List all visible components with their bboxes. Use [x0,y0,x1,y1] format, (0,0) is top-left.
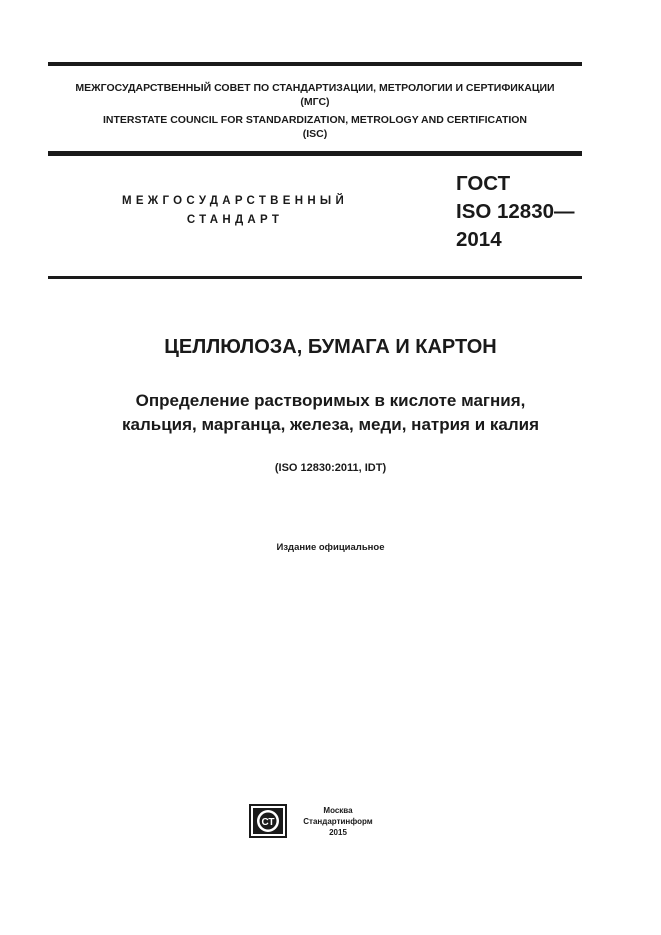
logo-text: СТ [261,817,275,828]
publisher-name: Стандартинформ [303,817,373,826]
council-en-line1: INTERSTATE COUNCIL FOR STANDARDIZATION, METROLOGY AND CERTIFICATION [102,114,528,126]
gost-designation [456,170,575,254]
standard-type-line2: СТАНДАРТ [186,214,284,226]
council-ru-line1: МЕЖГОСУДАРСТВЕННЫЙ СОВЕТ ПО СТАНДАРТИЗАЦИИ, МЕТРОЛОГИИ И СЕРТИФИКАЦИИ [75,82,555,94]
designation-bottom-rule [48,276,582,279]
gost-designation-line2: ISO 12830— [456,200,575,223]
gost-designation-line3: 2014 [456,228,502,251]
council-bottom-rule [48,151,582,156]
iso-reference: (ISO 12830:2011, IDT) [274,462,387,474]
gost-designation-line1: ГОСТ [456,172,511,195]
subtitle-line2: кальция, марганца, железа, меди, натрия и калия [121,415,540,434]
publisher-city: Москва [323,806,353,815]
council-ru-abbr: (МГС) [300,96,330,108]
council-en-abbr: (ISC) [302,128,328,140]
top-rule [48,62,582,66]
document-title: ЦЕЛЛЮЛОЗА, БУМАГА И КАРТОН [164,336,497,358]
official-edition-label: Издание официальное [276,542,385,553]
standard-type-line1: МЕЖГОСУДАРСТВЕННЫЙ [121,195,349,207]
document-subtitle [0,389,661,437]
standartinform-logo [249,804,287,838]
publisher-year: 2015 [329,828,347,837]
publisher-block [296,805,380,838]
subtitle-line1: Определение растворимых в кислоте магния, [135,391,526,410]
